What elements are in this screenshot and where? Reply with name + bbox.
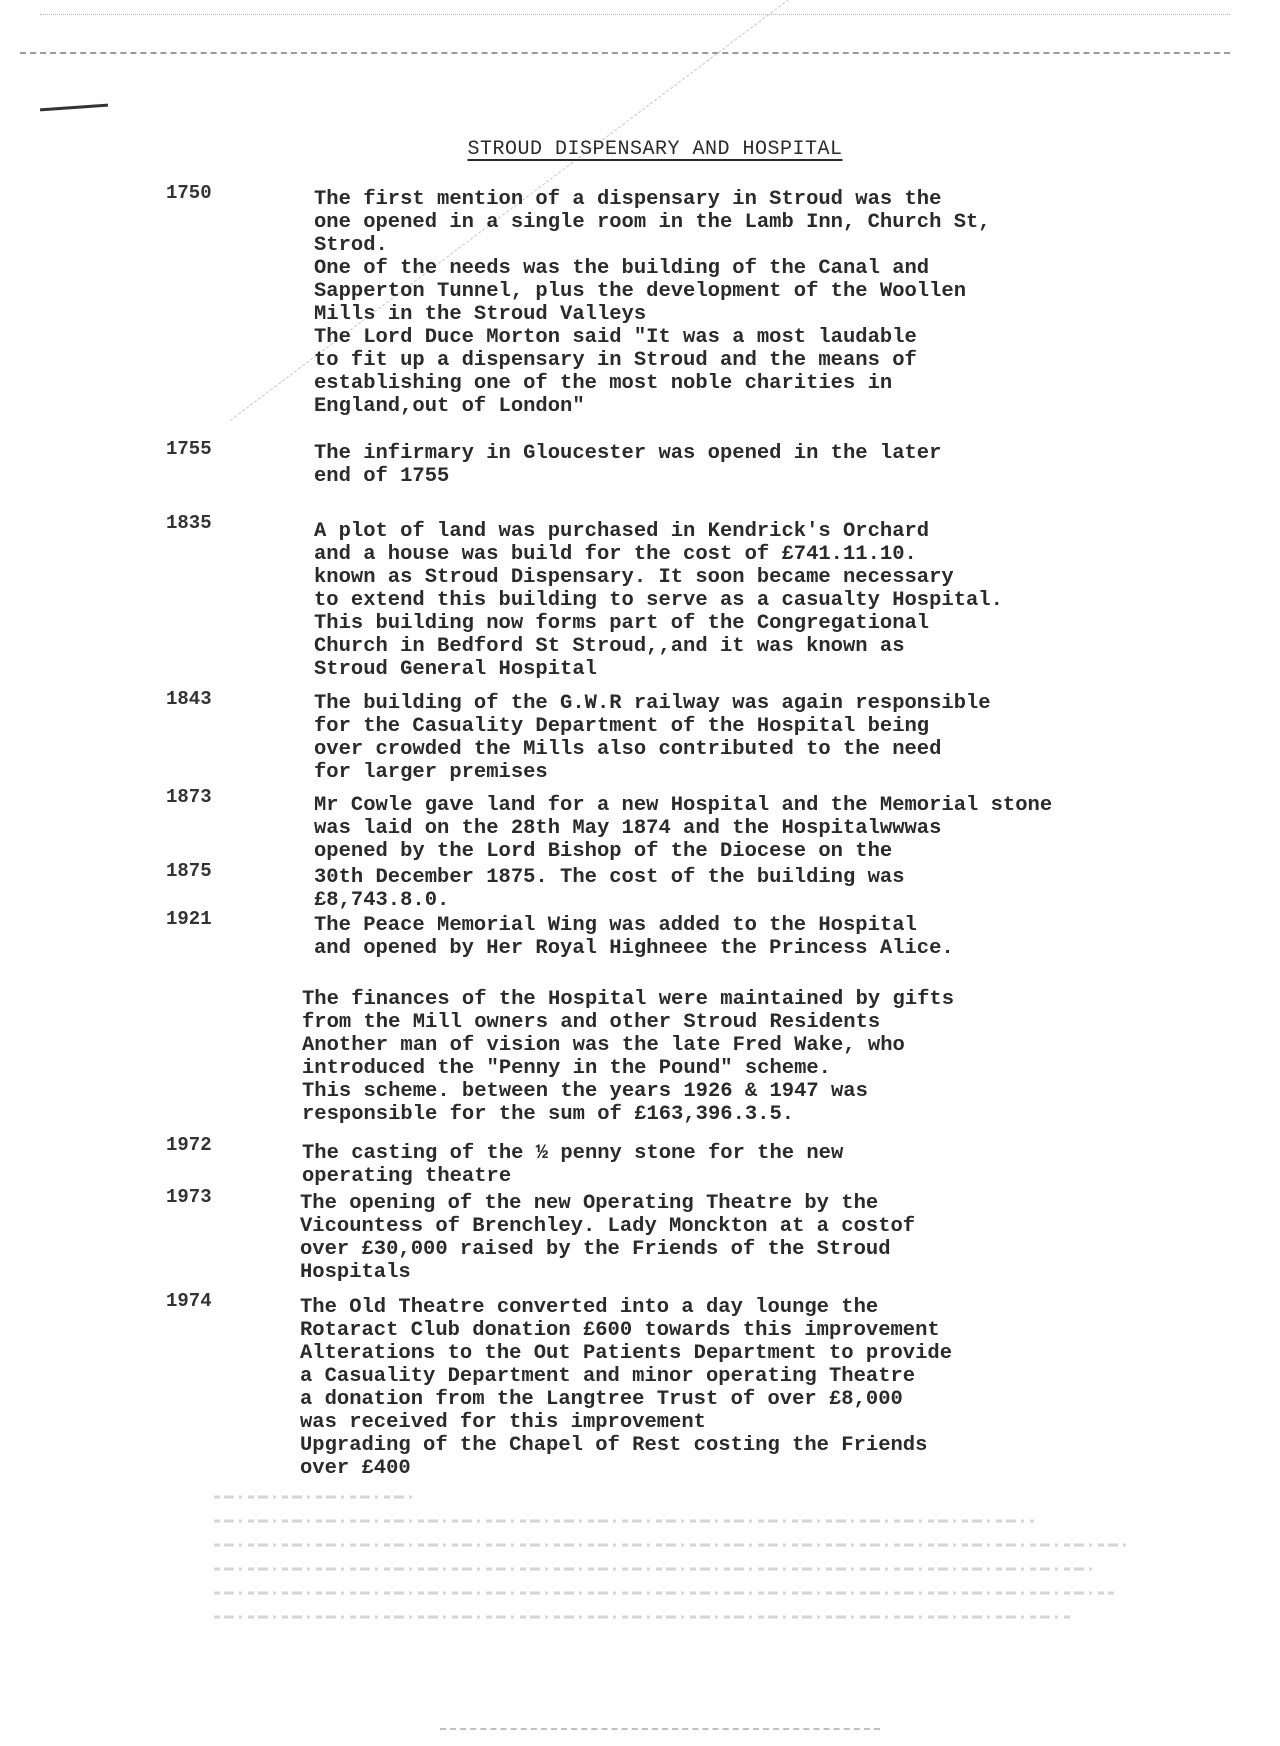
text-line: to fit up a dispensary in Stroud and the means of bbox=[314, 349, 917, 372]
text-line: The Old Theatre converted into a day lounge the bbox=[300, 1296, 879, 1319]
text-line: operating theatre bbox=[302, 1165, 512, 1188]
text-line: responsible for the sum of £163,396.3.5. bbox=[302, 1103, 795, 1126]
entry-text bbox=[314, 914, 1214, 960]
entry-year: 1973 bbox=[166, 1186, 212, 1208]
entry-text bbox=[314, 692, 1214, 784]
text-line: over crowded the Mills also contributed to the need bbox=[314, 738, 942, 761]
text-line: Alterations to the Out Patients Department to provide bbox=[300, 1342, 953, 1365]
text-line: for the Casuality Department of the Hospital being bbox=[314, 715, 930, 738]
top-rule bbox=[20, 52, 1230, 54]
text-line: known as Stroud Dispensary. It soon became necessary bbox=[314, 566, 954, 589]
entry-text bbox=[314, 188, 1214, 418]
text-line: and opened by Her Royal Highneee the Princess Alice. bbox=[314, 937, 954, 960]
scan-noise-bottom bbox=[440, 1728, 880, 1730]
entry-text bbox=[314, 794, 1214, 863]
entry-text bbox=[300, 1192, 1200, 1284]
text-line: The Peace Memorial Wing was added to the Hospital bbox=[314, 914, 917, 937]
text-line: was received for this improvement bbox=[300, 1411, 706, 1434]
text-line: Sapperton Tunnel, plus the development of the Woollen bbox=[314, 280, 967, 303]
text-line: Hospitals bbox=[300, 1261, 411, 1284]
text-line: was laid on the 28th May 1874 and the Hospitalwwwas bbox=[314, 817, 942, 840]
text-line: This scheme. between the years 1926 & 1947 was bbox=[302, 1080, 868, 1103]
text-line: Strod. bbox=[314, 234, 388, 257]
text-line: £8,743.8.0. bbox=[314, 889, 450, 912]
text-line: Mr Cowle gave land for a new Hospital and the Memorial stone bbox=[314, 794, 1053, 817]
text-line: and a house was build for the cost of £741.11.10. bbox=[314, 543, 917, 566]
text-line: The finances of the Hospital were maintained by gifts bbox=[302, 988, 955, 1011]
text-line: The opening of the new Operating Theatre by the bbox=[300, 1192, 879, 1215]
text-line: Vicountess of Brenchley. Lady Monckton at a costof bbox=[300, 1215, 916, 1238]
text-line: This building now forms part of the Congregational bbox=[314, 612, 930, 635]
document-title: STROUD DISPENSARY AND HOSPITAL bbox=[467, 138, 843, 161]
bleed-through-text bbox=[168, 1480, 1128, 1650]
entry-year: 1843 bbox=[166, 688, 212, 710]
text-line: establishing one of the most noble charities in bbox=[314, 372, 893, 395]
entry-text bbox=[314, 866, 1214, 912]
text-line: England,out of London" bbox=[314, 395, 585, 418]
text-line: a Casuality Department and minor operating Theatre bbox=[300, 1365, 916, 1388]
text-line: one opened in a single room in the Lamb Inn, Church St, bbox=[314, 211, 991, 234]
text-line: Mills in the Stroud Valleys bbox=[314, 303, 647, 326]
text-line: to extend this building to serve as a casualty Hospital. bbox=[314, 589, 1003, 612]
text-line: Another man of vision was the late Fred Wake, who bbox=[302, 1034, 905, 1057]
entry-text bbox=[314, 442, 1214, 488]
entry-text bbox=[302, 1142, 1202, 1188]
entry-year: 1750 bbox=[166, 182, 212, 204]
bleed-through-scribble bbox=[214, 1480, 1128, 1627]
text-line: from the Mill owners and other Stroud Residents bbox=[302, 1011, 881, 1034]
text-line: a donation from the Langtree Trust of over £8,000 bbox=[300, 1388, 903, 1411]
text-line: opened by the Lord Bishop of the Diocese on the bbox=[314, 840, 893, 863]
text-line: for larger premises bbox=[314, 761, 548, 784]
text-line: Church in Bedford St Stroud,,and it was known as bbox=[314, 635, 905, 658]
entry-year: 1755 bbox=[166, 438, 212, 460]
entry-year: 1972 bbox=[166, 1134, 212, 1156]
text-line: Rotaract Club donation £600 towards this improvement bbox=[300, 1319, 940, 1342]
scan-noise-top bbox=[40, 14, 1230, 31]
entry-text bbox=[302, 988, 1202, 1126]
text-line: The casting of the ½ penny stone for the new bbox=[302, 1142, 844, 1165]
text-line: The first mention of a dispensary in Stroud was the bbox=[314, 188, 942, 211]
text-line: over £400 bbox=[300, 1457, 411, 1480]
entry-text bbox=[314, 520, 1214, 681]
text-line: Stroud General Hospital bbox=[314, 658, 597, 681]
text-line: introduced the "Penny in the Pound" scheme. bbox=[302, 1057, 831, 1080]
pen-stroke-mark bbox=[40, 104, 108, 112]
entry-year: 1875 bbox=[166, 860, 212, 882]
text-line: end of 1755 bbox=[314, 465, 450, 488]
entry-year: 1921 bbox=[166, 908, 212, 930]
text-line: over £30,000 raised by the Friends of the Stroud bbox=[300, 1238, 891, 1261]
entry-year: 1974 bbox=[166, 1290, 212, 1312]
text-line: Upgrading of the Chapel of Rest costing the Friends bbox=[300, 1434, 928, 1457]
text-line: The building of the G.W.R railway was again responsible bbox=[314, 692, 991, 715]
entry-year: 1873 bbox=[166, 786, 212, 808]
text-line: One of the needs was the building of the Canal and bbox=[314, 257, 930, 280]
text-line: A plot of land was purchased in Kendrick's Orchard bbox=[314, 520, 930, 543]
entry-year: 1835 bbox=[166, 512, 212, 534]
text-line: The infirmary in Gloucester was opened in the later bbox=[314, 442, 942, 465]
text-line: The Lord Duce Morton said "It was a most laudable bbox=[314, 326, 917, 349]
text-line: 30th December 1875. The cost of the building was bbox=[314, 866, 905, 889]
entry-text bbox=[300, 1296, 1200, 1480]
